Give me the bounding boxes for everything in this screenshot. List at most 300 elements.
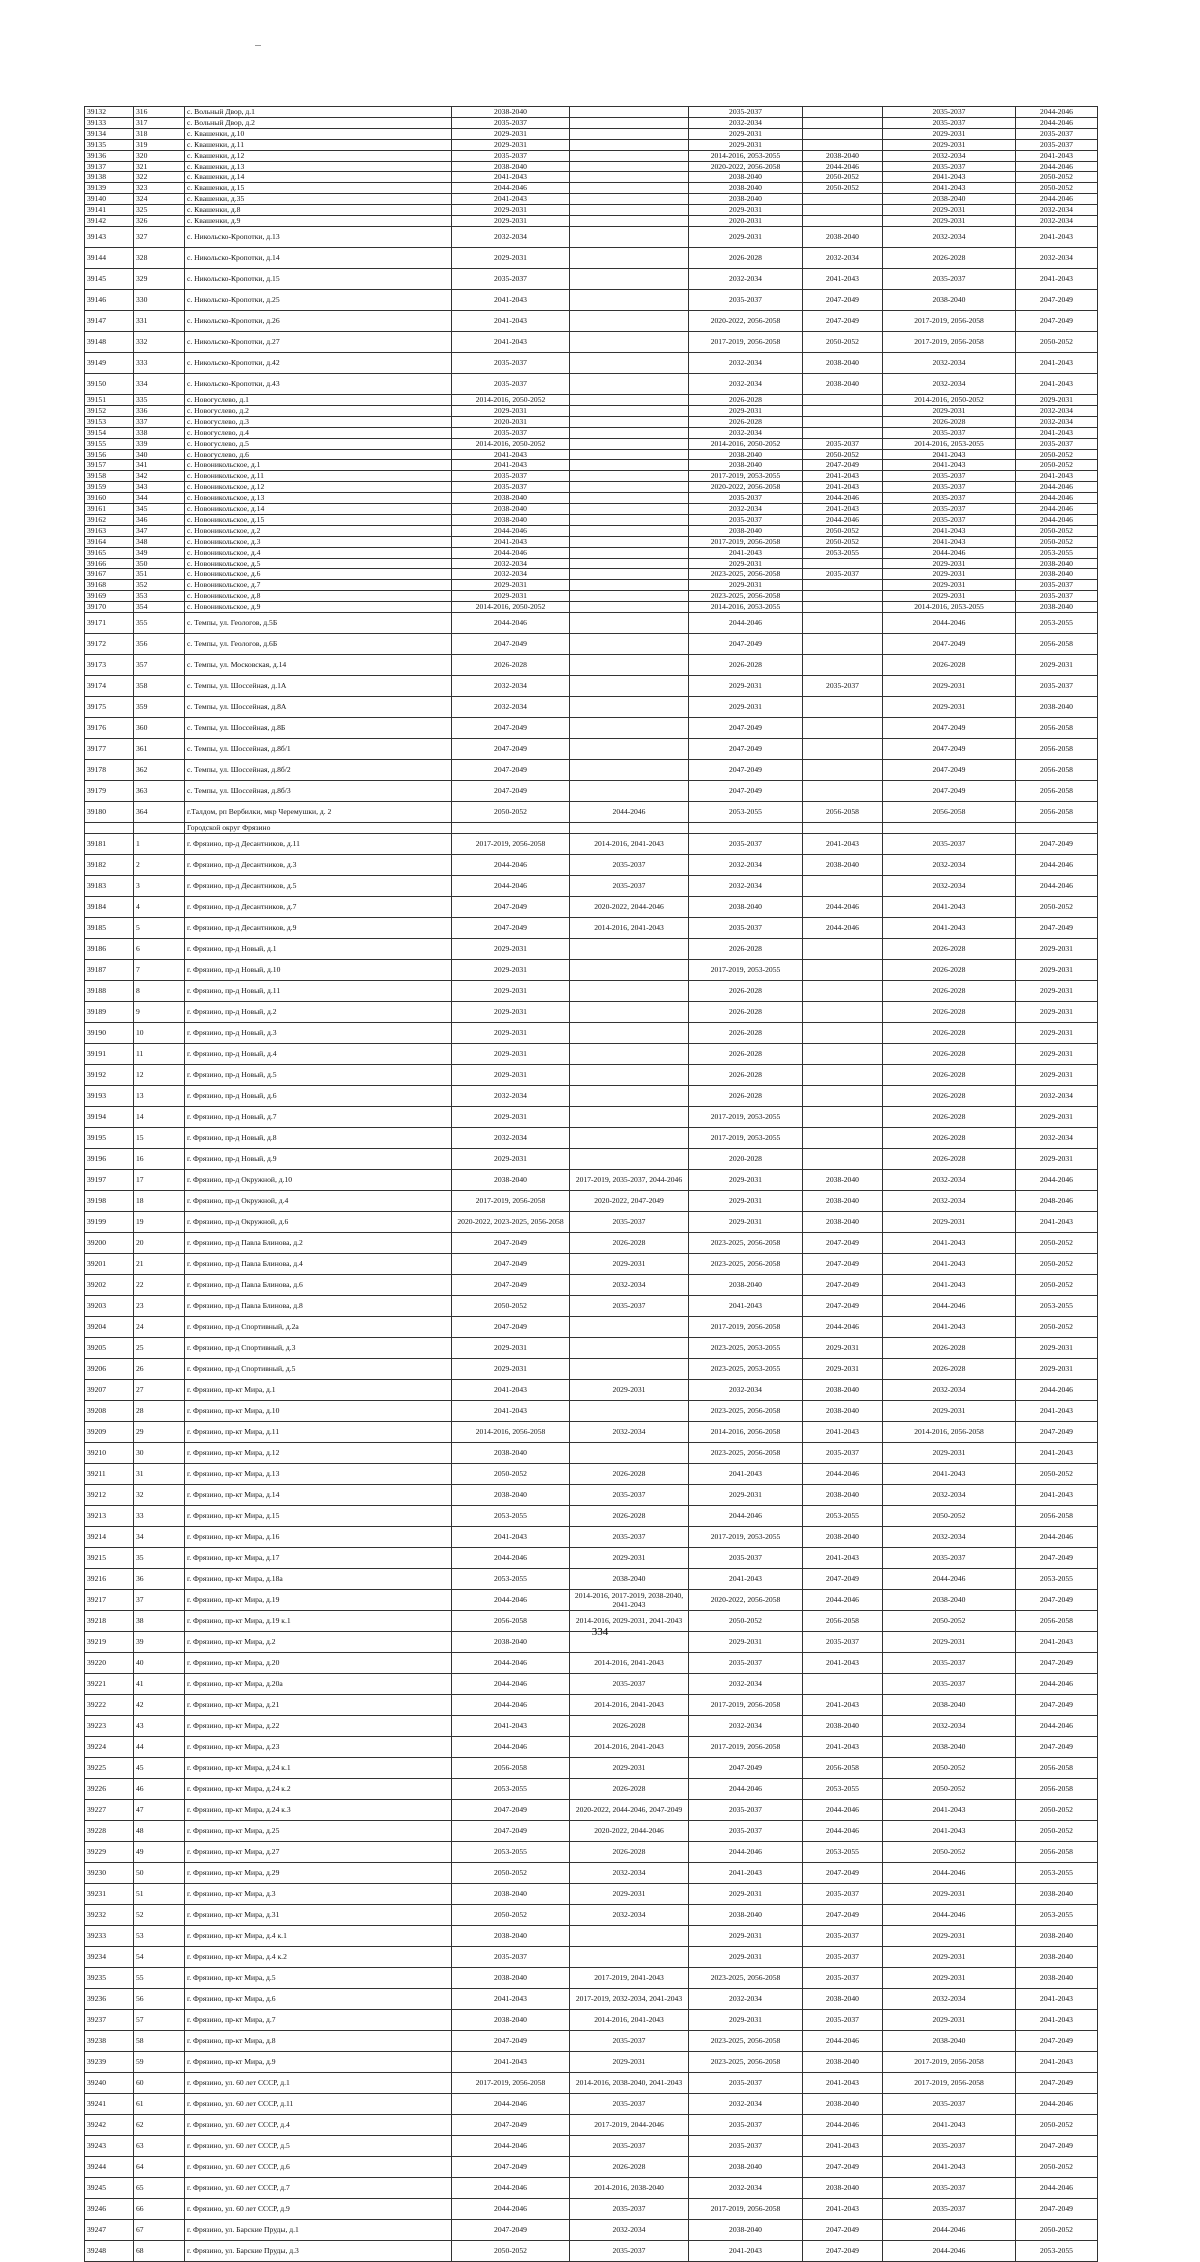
row-code-cell: 39178 [85,760,134,781]
period-6-cell: 2041-2043 [1016,352,1098,373]
period-2-cell [570,1065,689,1086]
period-3-cell: 2023-2025, 2056-2058 [689,569,803,580]
period-1-cell: 2032-2034 [452,676,570,697]
row-number-cell: 39 [134,1632,185,1653]
address-cell: г. Фрязино, пр-д Новый, д.2 [185,1002,452,1023]
period-6-cell: 2044-2046 [1016,194,1098,205]
period-1-cell: 2044-2046 [452,2199,570,2220]
period-5-cell: 2044-2046 [883,547,1016,558]
period-4-cell: 2041-2043 [803,268,883,289]
address-cell: с. Темпы, ул. Московская, д.14 [185,655,452,676]
period-1-cell: 2044-2046 [452,183,570,194]
period-5-cell: 2038-2040 [883,289,1016,310]
period-6-cell: 2056-2058 [1016,802,1098,823]
period-2-cell: 2035-2037 [570,1674,689,1695]
address-cell: г. Фрязино, пр-д Новый, д.11 [185,981,452,1002]
period-1-cell: 2041-2043 [452,449,570,460]
table-row [85,1359,1098,1380]
table-row [85,1422,1098,1443]
period-2-cell: 2032-2034 [570,1905,689,1926]
period-3-cell: 2020-2022, 2056-2058 [689,161,803,172]
row-code-cell: 39246 [85,2199,134,2220]
address-cell: г. Фрязино, пр-кт Мира, д.24 к.2 [185,1779,452,1800]
table-row [85,1800,1098,1821]
table-row [85,1233,1098,1254]
period-6-cell: 2044-2046 [1016,1716,1098,1737]
period-4-cell: 2041-2043 [803,834,883,855]
address-cell: г. Фрязино, пр-д Новый, д.3 [185,1023,452,1044]
period-2-cell [570,139,689,150]
period-6-cell: 2050-2052 [1016,2115,1098,2136]
period-3-cell: 2020-2022, 2056-2058 [689,482,803,493]
address-cell: г. Фрязино, пр-д Десантников, д.5 [185,876,452,897]
table-row [85,1044,1098,1065]
row-code-cell: 39212 [85,1485,134,1506]
period-6-cell: 2053-2055 [1016,1905,1098,1926]
row-code-cell: 39144 [85,247,134,268]
row-number-cell: 66 [134,2199,185,2220]
period-6-cell: 2050-2052 [1016,449,1098,460]
period-1-cell: 2041-2043 [452,289,570,310]
period-6-cell: 2053-2055 [1016,547,1098,558]
table-row [85,981,1098,1002]
period-5-cell: 2026-2028 [883,1149,1016,1170]
table-row [85,117,1098,128]
period-2-cell: 2020-2022, 2047-2049 [570,1191,689,1212]
period-5-cell: 2032-2034 [883,876,1016,897]
period-3-cell: 2038-2040 [689,2220,803,2241]
period-6-cell: 2050-2052 [1016,172,1098,183]
period-1-cell: 2044-2046 [452,547,570,558]
period-3-cell: 2050-2052 [689,1611,803,1632]
address-cell: с. Новоникольское, д.5 [185,558,452,569]
period-2-cell: 2032-2034 [570,2220,689,2241]
row-number-cell: 50 [134,1863,185,1884]
address-cell: с. Никольско-Кропотки, д.14 [185,247,452,268]
period-1-cell: 2047-2049 [452,1254,570,1275]
row-number-cell: 349 [134,547,185,558]
period-6-cell: 2050-2052 [1016,331,1098,352]
period-2-cell: 2014-2016, 2041-2043 [570,834,689,855]
period-2-cell [570,1107,689,1128]
row-number-cell: 337 [134,416,185,427]
address-cell: с. Квашенки, д.8 [185,205,452,216]
row-number-cell: 36 [134,1569,185,1590]
period-6-cell: 2050-2052 [1016,1821,1098,1842]
period-6-cell: 2047-2049 [1016,1590,1098,1611]
period-5-cell: 2032-2034 [883,1380,1016,1401]
table-row [85,310,1098,331]
period-5-cell: 2035-2037 [883,1674,1016,1695]
period-1-cell: 2050-2052 [452,1905,570,1926]
period-1-cell: 2047-2049 [452,634,570,655]
table-row [85,247,1098,268]
period-3-cell: 2041-2043 [689,547,803,558]
table-row [85,504,1098,515]
period-6-cell: 2053-2055 [1016,2241,1098,2262]
row-code-cell: 39209 [85,1422,134,1443]
period-1-cell: 2047-2049 [452,781,570,802]
period-2-cell: 2035-2037 [570,876,689,897]
period-2-cell: 2017-2019, 2035-2037, 2044-2046 [570,1170,689,1191]
address-cell: г. Фрязино, пр-кт Мира, д.7 [185,2010,452,2031]
period-3-cell: 2035-2037 [689,1800,803,1821]
period-2-cell [570,107,689,118]
table-row [85,514,1098,525]
period-6-cell: 2041-2043 [1016,150,1098,161]
period-6-cell: 2056-2058 [1016,739,1098,760]
row-code-cell: 39203 [85,1296,134,1317]
period-5-cell: 2035-2037 [883,482,1016,493]
period-2-cell [570,172,689,183]
row-code-cell: 39180 [85,802,134,823]
document-page [84,106,1097,2262]
period-4-cell [803,580,883,591]
period-6-cell: 2041-2043 [1016,1485,1098,1506]
address-cell: с. Никольско-Кропотки, д.15 [185,268,452,289]
period-1-cell: 2038-2040 [452,107,570,118]
period-6-cell: 2029-2031 [1016,1065,1098,1086]
address-cell: г. Фрязино, пр-кт Мира, д.4 к.2 [185,1947,452,1968]
period-4-cell: 2038-2040 [803,1191,883,1212]
row-number-cell: 43 [134,1716,185,1737]
period-2-cell [570,514,689,525]
period-5-cell: 2026-2028 [883,1107,1016,1128]
period-3-cell: 2032-2034 [689,1989,803,2010]
address-cell: с. Квашенки, д.14 [185,172,452,183]
period-2-cell [570,781,689,802]
row-number-cell: 344 [134,493,185,504]
period-6-cell: 2044-2046 [1016,2178,1098,2199]
period-5-cell: 2041-2043 [883,1275,1016,1296]
row-number-cell: 40 [134,1653,185,1674]
address-cell: г. Фрязино, пр-д Павла Блинова, д.6 [185,1275,452,1296]
period-1-cell: 2029-2031 [452,1149,570,1170]
period-2-cell [570,352,689,373]
period-2-cell [570,1149,689,1170]
table-row [85,1821,1098,1842]
period-5-cell: 2029-2031 [883,1968,1016,1989]
period-4-cell: 2035-2037 [803,2010,883,2031]
period-4-cell: 2044-2046 [803,1464,883,1485]
period-2-cell [570,161,689,172]
period-2-cell: 2026-2028 [570,1464,689,1485]
period-5-cell: 2044-2046 [883,613,1016,634]
row-number-cell: 363 [134,781,185,802]
period-3-cell: 2032-2034 [689,504,803,515]
period-1-cell: 2047-2049 [452,2031,570,2052]
period-2-cell [570,493,689,504]
row-number-cell: 335 [134,394,185,405]
period-5-cell: 2032-2034 [883,1485,1016,1506]
row-code-cell: 39201 [85,1254,134,1275]
period-6-cell: 2050-2052 [1016,1254,1098,1275]
period-1-cell: 2047-2049 [452,739,570,760]
period-6-cell: 2050-2052 [1016,525,1098,536]
row-number-cell: 355 [134,613,185,634]
period-1-cell: 2041-2043 [452,1401,570,1422]
period-4-cell: 2041-2043 [803,504,883,515]
row-code-cell: 39145 [85,268,134,289]
row-number-cell: 357 [134,655,185,676]
period-4-cell [803,781,883,802]
row-number-cell: 49 [134,1842,185,1863]
period-3-cell: 2023-2025, 2056-2058 [689,2052,803,2073]
row-number-cell: 358 [134,676,185,697]
address-cell: г. Фрязино, пр-кт Мира, д.11 [185,1422,452,1443]
period-1-cell: 2020-2022, 2023-2025, 2056-2058 [452,1212,570,1233]
period-6-cell: 2050-2052 [1016,2157,1098,2178]
period-3-cell: 2023-2025, 2056-2058 [689,2031,803,2052]
period-1-cell: 2038-2040 [452,161,570,172]
period-6-cell: 2041-2043 [1016,1443,1098,1464]
period-3-cell: 2032-2034 [689,855,803,876]
row-code-cell: 39231 [85,1884,134,1905]
period-6-cell: 2029-2031 [1016,1002,1098,1023]
period-6-cell: 2041-2043 [1016,226,1098,247]
row-code-cell: 39248 [85,2241,134,2262]
period-3-cell: 2032-2034 [689,2178,803,2199]
period-4-cell: 2047-2049 [803,1569,883,1590]
table-row [85,216,1098,227]
address-cell: г. Фрязино, пр-кт Мира, д.1 [185,1380,452,1401]
period-5-cell: 2041-2043 [883,1233,1016,1254]
period-1-cell: 2041-2043 [452,1716,570,1737]
row-code-cell: 39138 [85,172,134,183]
row-number-cell: 41 [134,1674,185,1695]
address-cell: с. Никольско-Кропотки, д.43 [185,373,452,394]
row-code-cell: 39220 [85,1653,134,1674]
period-1-cell: 2029-2031 [452,960,570,981]
period-2-cell [570,760,689,781]
row-code-cell: 39159 [85,482,134,493]
period-1-cell: 2038-2040 [452,2010,570,2031]
period-3-cell: 2026-2028 [689,416,803,427]
period-4-cell: 2041-2043 [803,2199,883,2220]
table-row [85,547,1098,558]
period-6-cell: 2029-2031 [1016,939,1098,960]
table-row [85,2052,1098,2073]
period-2-cell [570,216,689,227]
period-6-cell: 2050-2052 [1016,2220,1098,2241]
period-1-cell: 2038-2040 [452,1926,570,1947]
period-4-cell: 2038-2040 [803,1527,883,1548]
table-row [85,1191,1098,1212]
table-row [85,2220,1098,2241]
period-5-cell: 2035-2037 [883,493,1016,504]
period-2-cell [570,1002,689,1023]
table-row [85,1842,1098,1863]
period-5-cell: 2026-2028 [883,960,1016,981]
period-5-cell: 2035-2037 [883,268,1016,289]
period-2-cell [570,471,689,482]
period-1-cell: 2044-2046 [452,1737,570,1758]
period-3-cell: 2023-2025, 2056-2058 [689,1254,803,1275]
period-1-cell: 2035-2037 [452,482,570,493]
address-cell: г. Фрязино, пр-д Десантников, д.9 [185,918,452,939]
period-4-cell [803,394,883,405]
period-3-cell: 2035-2037 [689,1548,803,1569]
period-5-cell: 2026-2028 [883,981,1016,1002]
row-number-cell: 342 [134,471,185,482]
period-2-cell: 2029-2031 [570,1548,689,1569]
period-6-cell: 2029-2031 [1016,1044,1098,1065]
period-5-cell: 2026-2028 [883,1359,1016,1380]
period-3-cell: 2047-2049 [689,760,803,781]
period-4-cell [803,960,883,981]
row-number-cell: 18 [134,1191,185,1212]
period-6-cell: 2041-2043 [1016,1632,1098,1653]
row-code-cell: 39156 [85,449,134,460]
address-cell: г. Фрязино, пр-кт Мира, д.18а [185,1569,452,1590]
period-2-cell [570,536,689,547]
period-5-cell: 2038-2040 [883,2031,1016,2052]
period-4-cell: 2035-2037 [803,1884,883,1905]
period-5-cell: 2029-2031 [883,1212,1016,1233]
period-2-cell: 2029-2031 [570,1758,689,1779]
period-5-cell: 2014-2016, 2053-2055 [883,602,1016,613]
row-code-cell: 39200 [85,1233,134,1254]
table-row [85,373,1098,394]
period-4-cell [803,718,883,739]
period-2-cell [570,718,689,739]
period-6-cell: 2050-2052 [1016,1464,1098,1485]
period-4-cell: 2044-2046 [803,1590,883,1611]
period-1-cell: 2044-2046 [452,1653,570,1674]
period-5-cell: 2026-2028 [883,247,1016,268]
period-2-cell [570,558,689,569]
period-6-cell: 2056-2058 [1016,1758,1098,1779]
period-6-cell: 2050-2052 [1016,183,1098,194]
table-row [85,760,1098,781]
address-cell: г. Фрязино, пр-кт Мира, д.5 [185,1968,452,1989]
row-number-cell: 60 [134,2073,185,2094]
period-3-cell: 2038-2040 [689,1905,803,1926]
period-3-cell: 2035-2037 [689,1821,803,1842]
row-code-cell: 39237 [85,2010,134,2031]
address-cell: г. Фрязино, пр-кт Мира, д.22 [185,1716,452,1737]
period-3-cell: 2014-2016, 2053-2055 [689,150,803,161]
table-row [85,438,1098,449]
address-cell: г. Фрязино, пр-кт Мира, д.15 [185,1506,452,1527]
row-code-cell: 39186 [85,939,134,960]
period-6-cell: 2035-2037 [1016,591,1098,602]
row-code-cell: 39160 [85,493,134,504]
period-3-cell: 2026-2028 [689,1086,803,1107]
period-2-cell: 2032-2034 [570,1422,689,1443]
period-6-cell: 2047-2049 [1016,1737,1098,1758]
row-code-cell: 39222 [85,1695,134,1716]
table-row [85,1254,1098,1275]
row-number-cell: 25 [134,1338,185,1359]
address-cell: г. Фрязино, пр-д Новый, д.6 [185,1086,452,1107]
table-row [85,1905,1098,1926]
row-code-cell: 39136 [85,150,134,161]
row-code-cell: 39192 [85,1065,134,1086]
period-6-cell: 2044-2046 [1016,1674,1098,1695]
row-number-cell: 317 [134,117,185,128]
period-2-cell [570,1401,689,1422]
period-2-cell [570,697,689,718]
address-cell: г. Фрязино, пр-д Новый, д.4 [185,1044,452,1065]
period-5-cell: 2026-2028 [883,1338,1016,1359]
period-4-cell [803,139,883,150]
row-code-cell: 39242 [85,2115,134,2136]
period-2-cell [570,547,689,558]
address-cell: г. Фрязино, пр-кт Мира, д.12 [185,1443,452,1464]
address-cell: г. Фрязино, пр-кт Мира, д.8 [185,2031,452,2052]
period-6-cell: 2038-2040 [1016,1947,1098,1968]
period-6-cell: 2047-2049 [1016,2031,1098,2052]
table-row [85,2010,1098,2031]
period-4-cell: 2047-2049 [803,1863,883,1884]
table-row [85,602,1098,613]
period-4-cell [803,602,883,613]
row-number-cell: 360 [134,718,185,739]
table-row [85,449,1098,460]
row-number-cell: 334 [134,373,185,394]
period-4-cell [803,107,883,118]
table-row [85,536,1098,547]
period-5-cell: 2032-2034 [883,150,1016,161]
period-2-cell [570,150,689,161]
address-cell: г. Фрязино, пр-кт Мира, д.24 к.3 [185,1800,452,1821]
row-code-cell: 39188 [85,981,134,1002]
row-code-cell: 39221 [85,1674,134,1695]
period-6-cell: 2029-2031 [1016,1359,1098,1380]
row-code-cell: 39147 [85,310,134,331]
period-5-cell: 2035-2037 [883,117,1016,128]
period-6-cell: 2032-2034 [1016,216,1098,227]
period-2-cell: 2035-2037 [570,2136,689,2157]
period-1-cell: 2029-2031 [452,128,570,139]
address-cell: г. Фрязино, пр-д Десантников, д.11 [185,834,452,855]
address-cell: с. Темпы, ул. Шоссейная, д.8б/3 [185,781,452,802]
row-code-cell: 39223 [85,1716,134,1737]
period-6-cell: 2047-2049 [1016,2073,1098,2094]
period-6-cell: 2038-2040 [1016,602,1098,613]
table-row [85,2157,1098,2178]
period-6-cell: 2044-2046 [1016,107,1098,118]
row-code-cell: 39173 [85,655,134,676]
row-code-cell: 39165 [85,547,134,558]
period-2-cell: 2026-2028 [570,2157,689,2178]
period-6-cell: 2053-2055 [1016,1569,1098,1590]
row-number-cell: 2 [134,855,185,876]
row-number-cell: 20 [134,1233,185,1254]
row-number-cell: 320 [134,150,185,161]
period-6-cell: 2047-2049 [1016,289,1098,310]
table-row [85,405,1098,416]
period-1-cell: 2038-2040 [452,504,570,515]
period-4-cell [803,1065,883,1086]
period-1-cell: 2044-2046 [452,1590,570,1611]
row-number-cell: 22 [134,1275,185,1296]
address-cell: с. Новоникольское, д.1 [185,460,452,471]
address-cell: г. Фрязино, пр-кт Мира, д.6 [185,1989,452,2010]
row-code-cell: 39183 [85,876,134,897]
table-row [85,1149,1098,1170]
period-2-cell: 2035-2037 [570,855,689,876]
period-5-cell: 2032-2034 [883,855,1016,876]
row-code-cell: 39139 [85,183,134,194]
row-code-cell: 39150 [85,373,134,394]
address-cell: с. Вольный Двор, д.1 [185,107,452,118]
period-6-cell: 2029-2031 [1016,394,1098,405]
period-4-cell: 2050-2052 [803,449,883,460]
period-5-cell: 2029-2031 [883,697,1016,718]
row-number-cell: 340 [134,449,185,460]
